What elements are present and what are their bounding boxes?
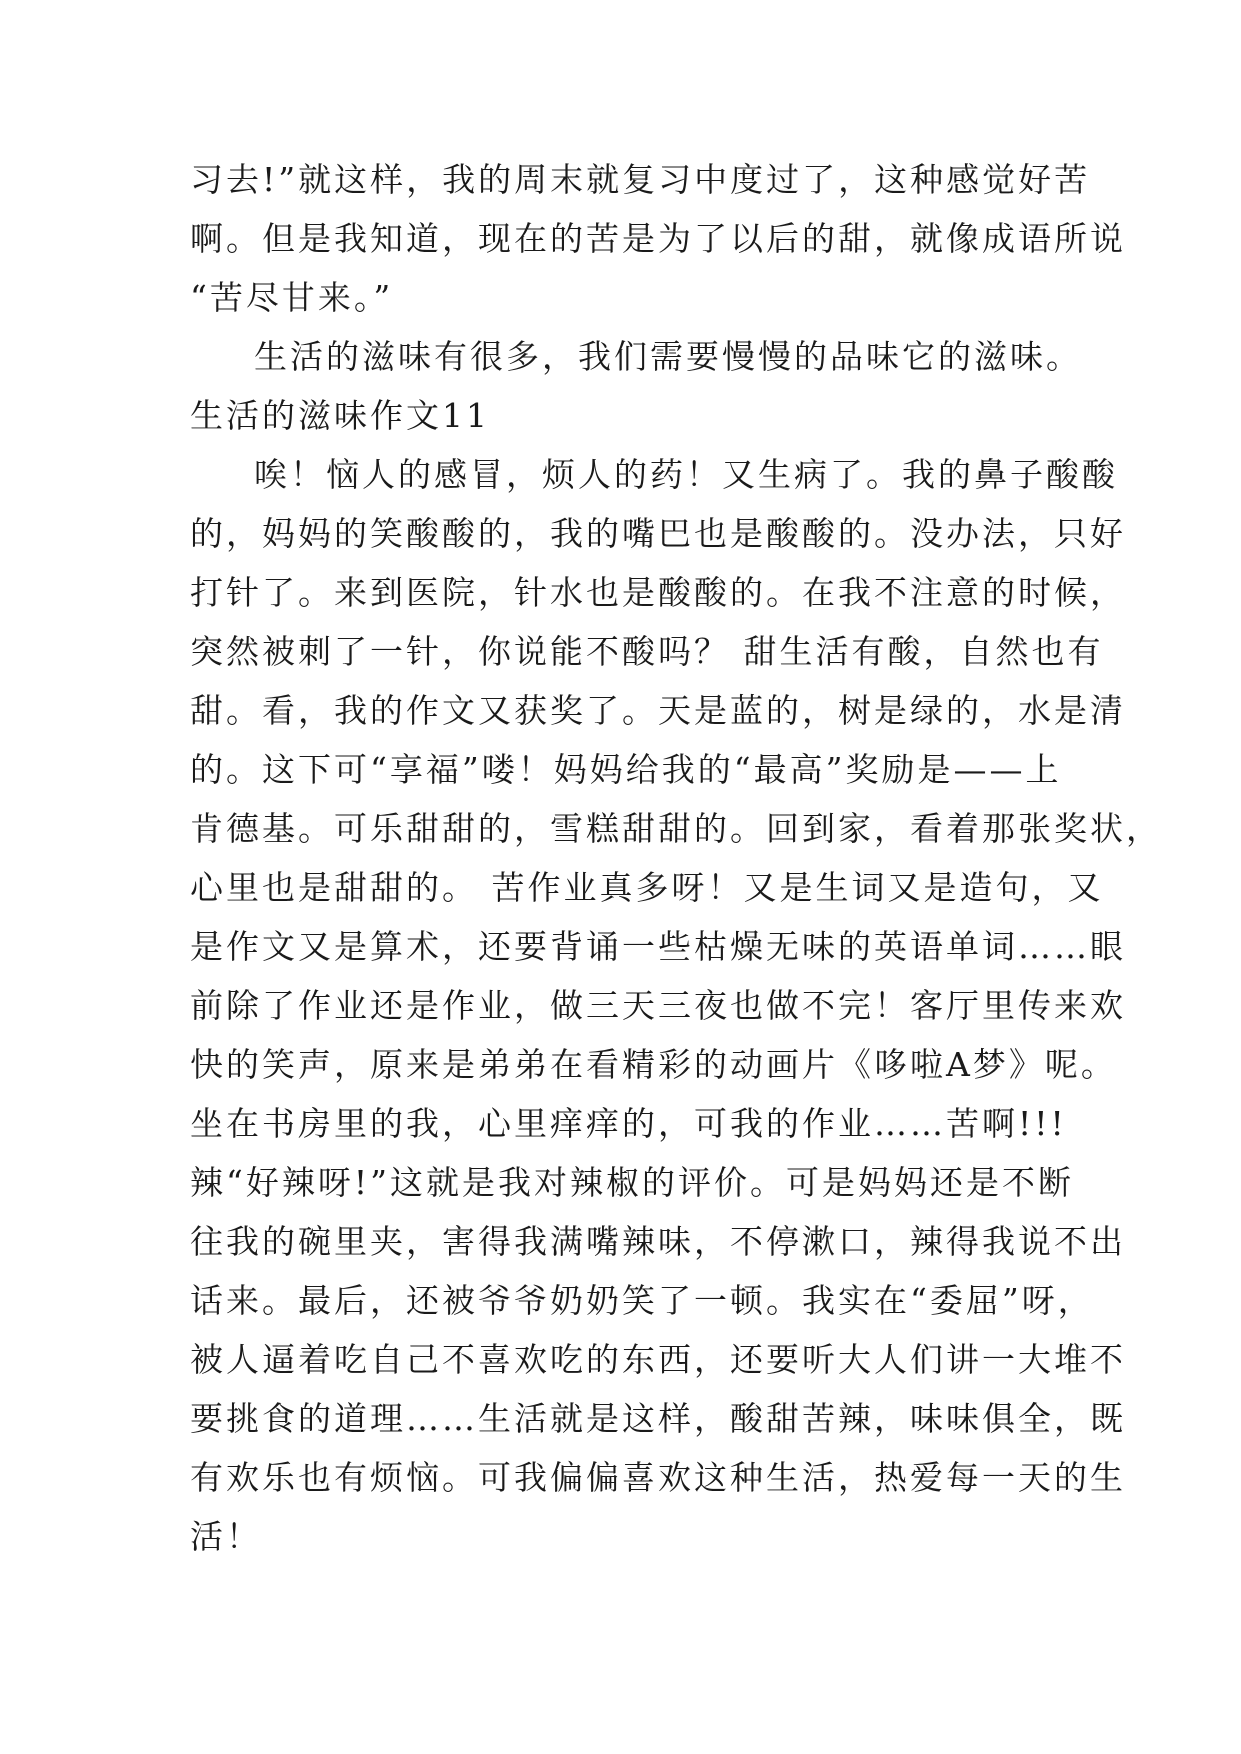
text-line: 肯德基。可乐甜甜的，雪糕甜甜的。回到家，看着那张奖状，: [190, 809, 1162, 848]
text-line: 的，妈妈的笑酸酸的，我的嘴巴也是酸酸的。没办法，只好: [190, 514, 1126, 553]
text-line: 甜。看，我的作文又获奖了。天是蓝的，树是绿的，水是清: [190, 691, 1126, 730]
text-line: 的。这下可“享福”喽！妈妈给我的“最高”奖励是——上: [190, 750, 1062, 789]
text-line: 往我的碗里夹，害得我满嘴辣味，不停漱口，辣得我说不出: [190, 1222, 1126, 1261]
text-line: 坐在书房里的我，心里痒痒的，可我的作业……苦啊!!!: [190, 1104, 1067, 1143]
text-line: 打针了。来到医院，针水也是酸酸的。在我不注意的时候，: [190, 573, 1126, 612]
text-line: 突然被刺了一针，你说能不酸吗？ 甜生活有酸，自然也有: [190, 632, 1104, 671]
document-body: [190, 150, 1162, 1566]
text-line: 是作文又是算术，还要背诵一些枯燥无味的英语单词……眼: [190, 927, 1126, 966]
text-line: 快的笑声，原来是弟弟在看精彩的动画片《哆啦A梦》呢。: [190, 1045, 1117, 1084]
text-line: 有欢乐也有烦恼。可我偏偏喜欢这种生活，热爱每一天的生: [190, 1458, 1126, 1497]
text-line: 心里也是甜甜的。 苦作业真多呀！又是生词又是造句，又: [190, 868, 1104, 907]
paragraph-line: 唉！恼人的感冒，烦人的药！又生病了。我的鼻子酸酸: [254, 455, 1118, 494]
text-line: “苦尽甘来。”: [190, 278, 394, 317]
paragraph-line: 生活的滋味有很多，我们需要慢慢的品味它的滋味。: [254, 337, 1082, 376]
text-line: 话来。最后，还被爷爷奶奶笑了一顿。我实在“委屈”呀，: [190, 1281, 1094, 1320]
text-line: 啊。但是我知道，现在的苦是为了以后的甜，就像成语所说: [190, 219, 1126, 258]
text-line: 被人逼着吃自己不喜欢吃的东西，还要听大人们讲一大堆不: [190, 1340, 1126, 1379]
text-line: 前除了作业还是作业，做三天三夜也做不完！客厅里传来欢: [190, 986, 1126, 1025]
section-heading: 生活的滋味作文11: [190, 396, 490, 435]
text-line: 辣“好辣呀!”这就是我对辣椒的评价。可是妈妈还是不断: [190, 1163, 1075, 1202]
text-line: 要挑食的道理……生活就是这样，酸甜苦辣，味味俱全，既: [190, 1399, 1126, 1438]
text-line: 习去!”就这样，我的周末就复习中度过了，这种感觉好苦: [190, 160, 1091, 199]
text-line: 活！: [190, 1517, 262, 1556]
